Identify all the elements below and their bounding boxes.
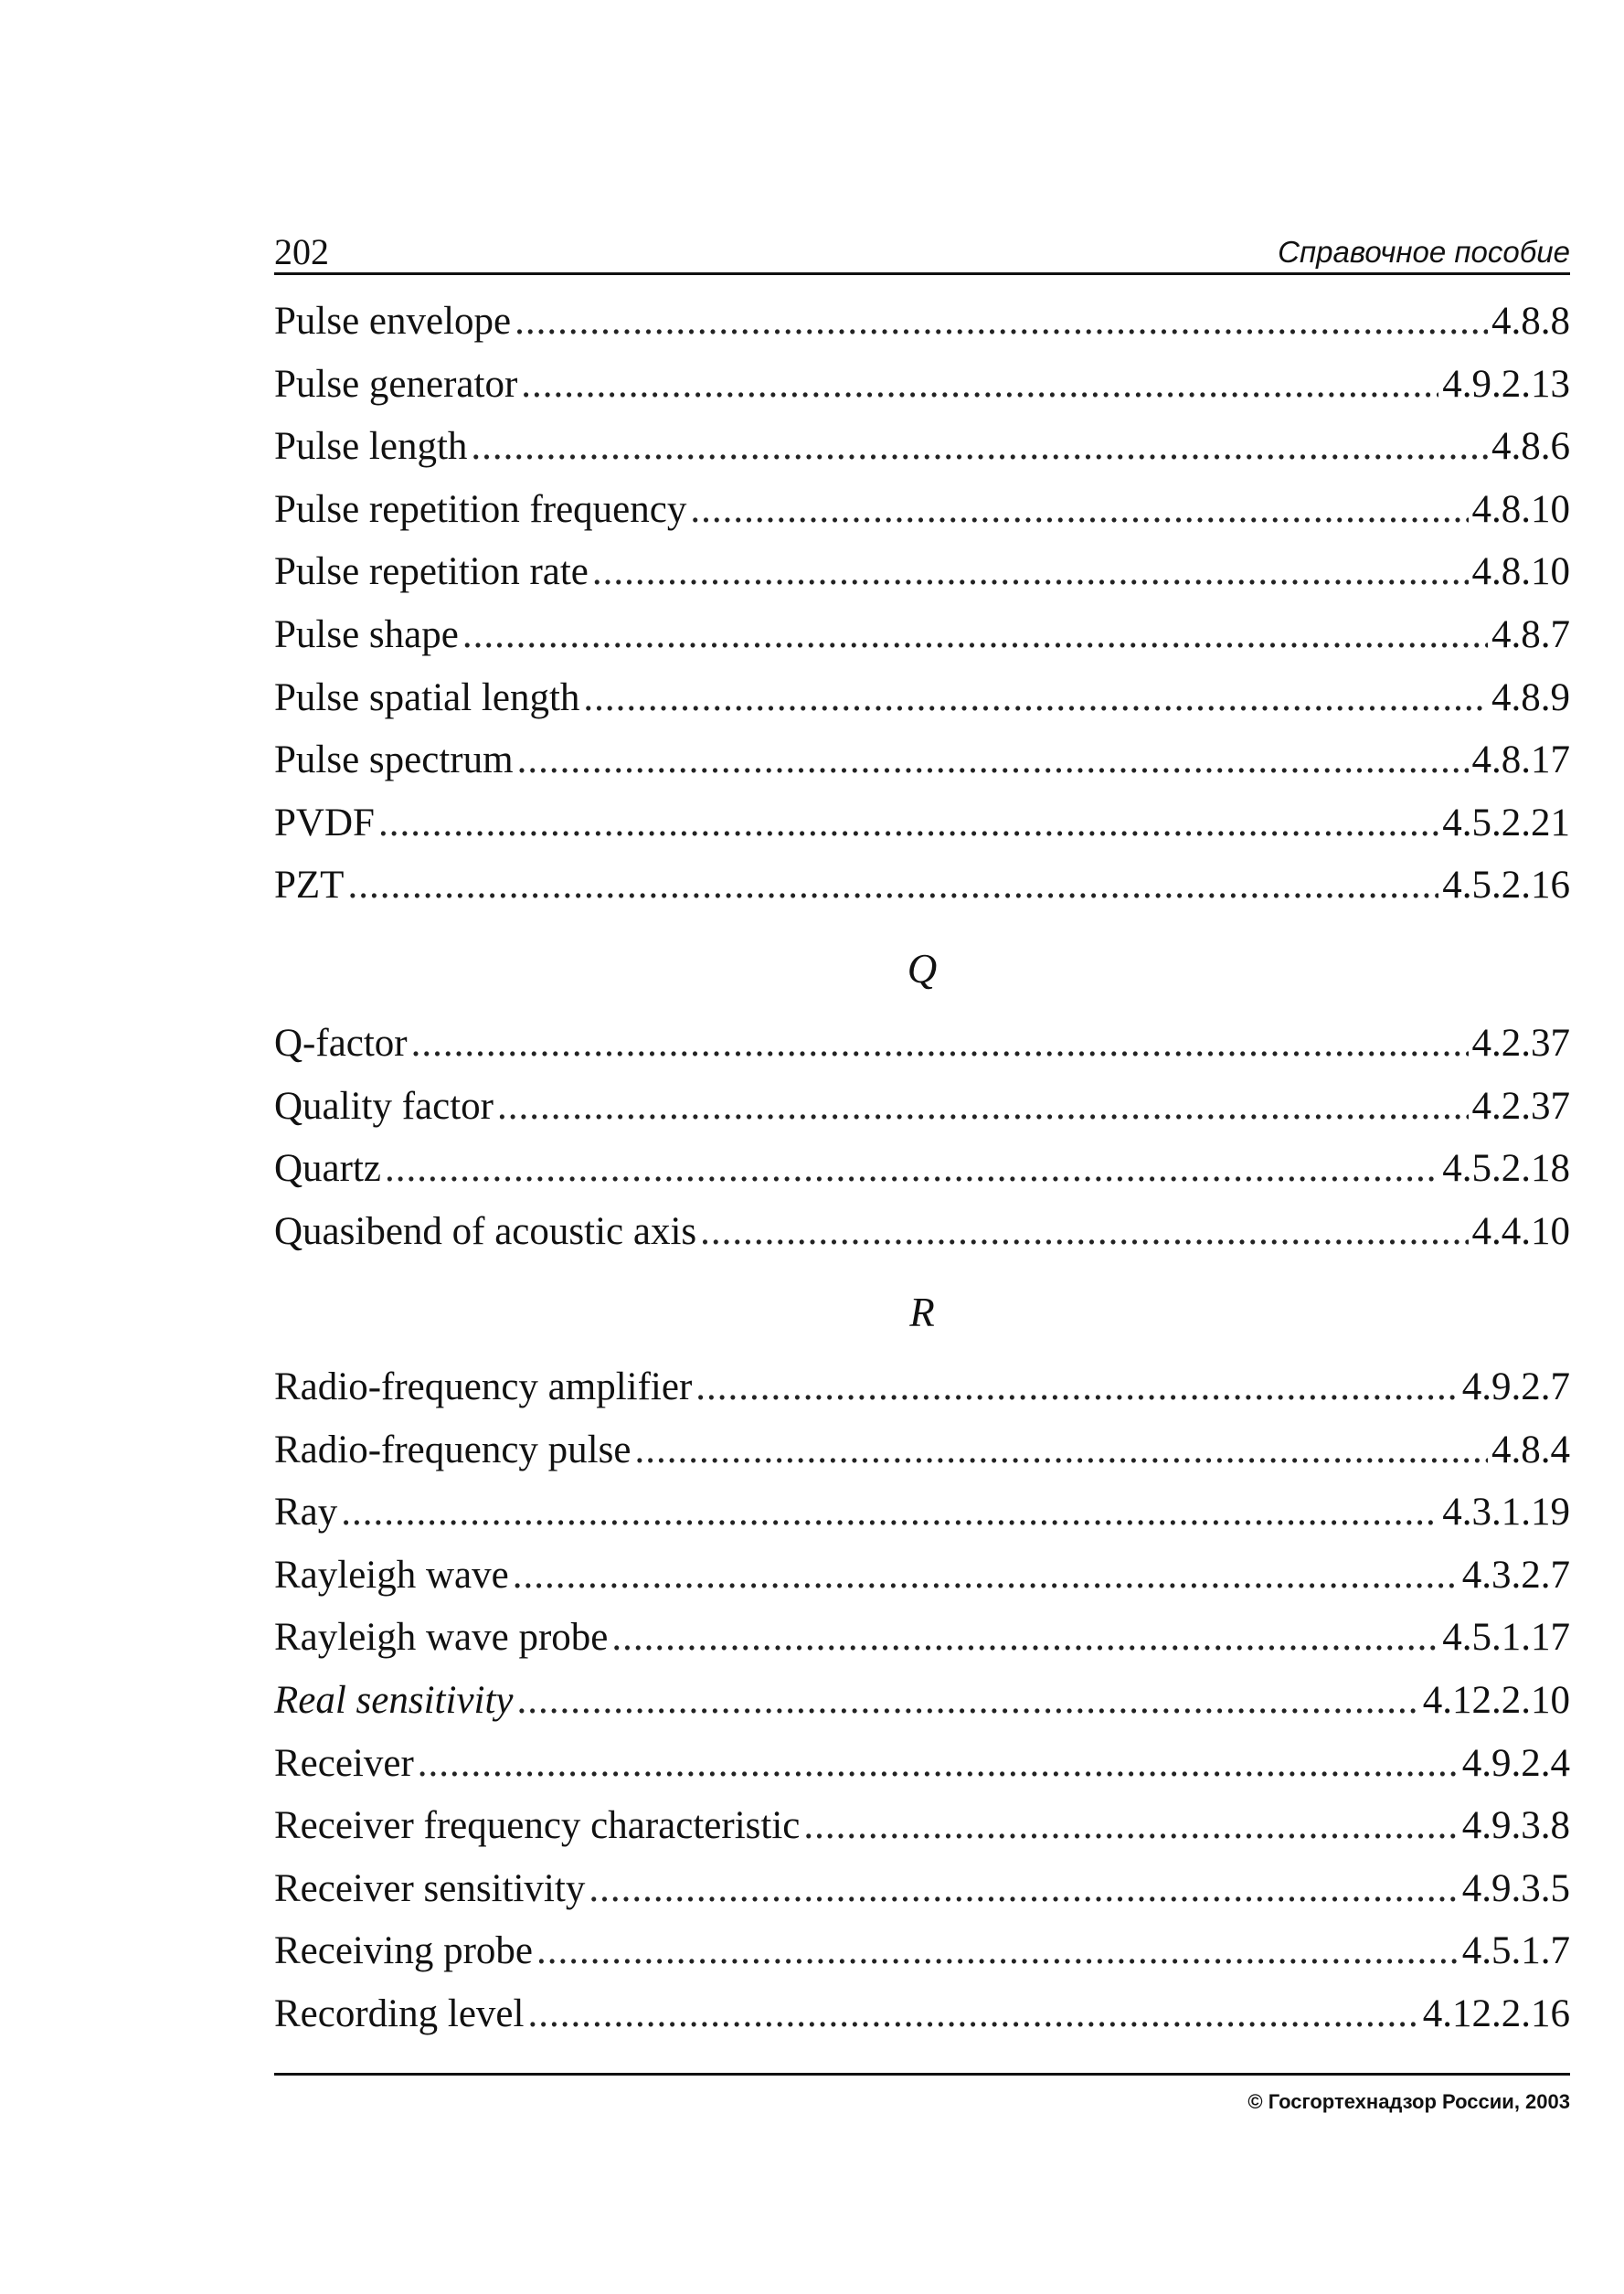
dot-leader: [521, 354, 1438, 417]
index-entry: [274, 1983, 1570, 2046]
entry-reference: 4.8.8: [1491, 300, 1570, 343]
entry-term: PVDF: [274, 801, 375, 844]
entry-reference: 4.8.6: [1491, 425, 1570, 469]
entry-reference: 4.3.2.7: [1461, 1553, 1570, 1597]
running-header: [274, 218, 1570, 275]
index-entry: [274, 1138, 1570, 1201]
index-entry: [274, 1419, 1570, 1482]
entry-reference: 4.2.37: [1471, 1022, 1570, 1065]
entry-term: Quartz: [274, 1147, 381, 1191]
dot-leader: [611, 1607, 1438, 1670]
entry-reference: 4.12.2.10: [1422, 1678, 1570, 1722]
index-entry: [274, 1482, 1570, 1545]
entry-term: Pulse spectrum: [274, 738, 514, 782]
dot-leader: [536, 1920, 1459, 1983]
dot-leader: [385, 1138, 1438, 1201]
index-entry: [274, 1545, 1570, 1608]
entry-term: Pulse shape: [274, 612, 459, 656]
entry-reference: 4.5.1.7: [1461, 1929, 1570, 1973]
index-entry: [274, 1670, 1570, 1733]
entry-term: Real sensitivity: [274, 1678, 514, 1722]
entry-term: Pulse generator: [274, 362, 518, 406]
index-entry: [274, 1356, 1570, 1419]
entry-reference: 4.8.17: [1471, 738, 1570, 782]
index-entry: [274, 667, 1570, 730]
index-entry: [274, 541, 1570, 604]
entry-reference: 4.8.9: [1491, 675, 1570, 719]
index-section-r: [274, 1356, 1570, 2046]
dot-leader: [341, 1482, 1438, 1545]
entry-term: Radio-frequency amplifier: [274, 1365, 693, 1408]
dot-leader: [462, 604, 1488, 667]
dot-leader: [589, 1858, 1458, 1921]
dot-leader: [695, 1356, 1458, 1419]
entry-term: Radio-frequency pulse: [274, 1428, 632, 1471]
entry-reference: 4.8.10: [1471, 487, 1570, 531]
entry-reference: 4.9.3.8: [1461, 1804, 1570, 1848]
entry-reference: 4.8.10: [1471, 550, 1570, 594]
entry-term: Pulse length: [274, 425, 468, 469]
index-entry: [274, 792, 1570, 855]
entry-reference: 4.5.1.17: [1442, 1616, 1570, 1660]
entry-term: Pulse spatial length: [274, 675, 580, 719]
dot-leader: [803, 1795, 1458, 1858]
entry-term: Ray: [274, 1491, 338, 1535]
document-page: [274, 0, 1570, 2294]
entry-reference: 4.4.10: [1471, 1209, 1570, 1253]
entry-term: Receiving probe: [274, 1929, 533, 1973]
index-entry: [274, 1858, 1570, 1921]
dot-leader: [517, 1670, 1419, 1733]
dot-leader: [418, 1733, 1459, 1796]
index-entry: [274, 1607, 1570, 1670]
index-section-q: [274, 1013, 1570, 1263]
page-number: 202: [274, 231, 329, 272]
dot-leader: [513, 1545, 1459, 1608]
index-entry: [274, 855, 1570, 918]
entry-term: Rayleigh wave: [274, 1553, 509, 1597]
index-entry: [274, 354, 1570, 417]
dot-leader: [471, 416, 1488, 479]
entry-term: PZT: [274, 864, 345, 908]
running-title: Справочное пособие: [1278, 235, 1570, 269]
entry-reference: 4.5.2.16: [1442, 864, 1570, 908]
entry-reference: 4.9.2.7: [1461, 1365, 1570, 1408]
dot-leader: [527, 1983, 1418, 2046]
footer-copyright: © Госгортехнадзор России, 2003: [1247, 2090, 1570, 2113]
index-entry: [274, 416, 1570, 479]
entry-term: Pulse repetition rate: [274, 550, 589, 594]
entry-term: Receiver sensitivity: [274, 1866, 586, 1910]
dot-leader: [411, 1013, 1469, 1076]
entry-term: Receiver: [274, 1741, 414, 1785]
dot-leader: [378, 792, 1438, 855]
entry-reference: 4.5.2.18: [1442, 1147, 1570, 1191]
dot-leader: [700, 1201, 1468, 1264]
index-entry: [274, 1076, 1570, 1139]
entry-reference: 4.3.1.19: [1442, 1491, 1570, 1535]
index-entry: [274, 1013, 1570, 1076]
dot-leader: [583, 667, 1488, 730]
entry-reference: 4.9.2.4: [1461, 1741, 1570, 1785]
dot-leader: [347, 855, 1438, 918]
entry-term: Pulse envelope: [274, 300, 512, 343]
entry-term: Recording level: [274, 1991, 525, 2035]
entry-term: Receiver frequency characteristic: [274, 1804, 801, 1848]
entry-reference: 4.8.7: [1491, 612, 1570, 656]
dot-leader: [517, 729, 1469, 792]
entry-reference: 4.12.2.16: [1422, 1991, 1570, 2035]
entry-reference: 4.9.3.5: [1461, 1866, 1570, 1910]
section-letter-r: R: [909, 1290, 935, 1335]
index-entry: [274, 479, 1570, 542]
entry-reference: 4.5.2.21: [1442, 801, 1570, 844]
index-entry: [274, 729, 1570, 792]
footer-rule: [274, 2073, 1570, 2076]
entry-term: Pulse repetition frequency: [274, 487, 687, 531]
dot-leader: [515, 291, 1488, 354]
entry-term: Q-factor: [274, 1022, 408, 1065]
entry-term: Quasibend of acoustic axis: [274, 1209, 697, 1253]
index-entry: [274, 291, 1570, 354]
dot-leader: [690, 479, 1468, 542]
dot-leader: [592, 541, 1469, 604]
index-entry: [274, 1795, 1570, 1858]
entry-term: Rayleigh wave probe: [274, 1616, 609, 1660]
entry-term: Quality factor: [274, 1084, 494, 1128]
index-entry: [274, 1733, 1570, 1796]
dot-leader: [634, 1419, 1488, 1482]
index-entry: [274, 1920, 1570, 1983]
entry-reference: 4.8.4: [1491, 1428, 1570, 1471]
index-entry: [274, 604, 1570, 667]
dot-leader: [497, 1076, 1469, 1139]
entry-reference: 4.9.2.13: [1442, 362, 1570, 406]
entry-reference: 4.2.37: [1471, 1084, 1570, 1128]
index-entry: [274, 1201, 1570, 1264]
section-letter-q: Q: [907, 946, 938, 992]
index-section-p: [274, 291, 1570, 918]
